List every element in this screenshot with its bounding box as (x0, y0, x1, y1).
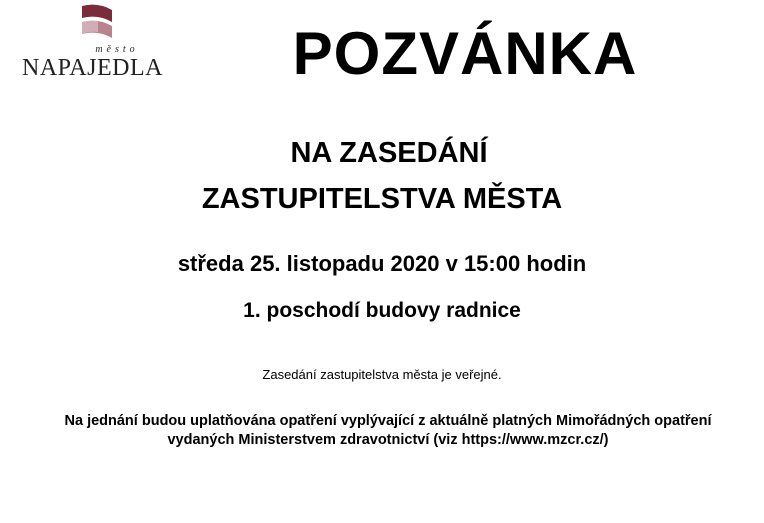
logo-name: NAPAJEDLA (22, 55, 163, 81)
heading-line-2: ZASTUPITELSTVA MĚSTA (201, 183, 563, 215)
meeting-datetime: středa 25. listopadu 2020 v 15:00 hodin (177, 251, 587, 276)
logo-napajedla (18, 4, 176, 82)
heading-line-1: NA ZASEDÁNÍ (290, 137, 488, 169)
page-title: POZVÁNKA (292, 20, 638, 87)
logo-label-mesto: město (95, 44, 139, 55)
napajedla-logo-mark-icon (80, 4, 114, 42)
meeting-location: 1. poschodí budovy radnice (243, 299, 521, 322)
health-measures-notice: Na jednání budou uplatňována opatření vyplývající z aktuálně platných Mimořádných opatření vydaných Ministerstvem zdravotnictví (viz https://www.mzcr.cz/) (64, 413, 712, 448)
public-note: Zasedání zastupitelstva města je veřejné. (262, 367, 502, 382)
